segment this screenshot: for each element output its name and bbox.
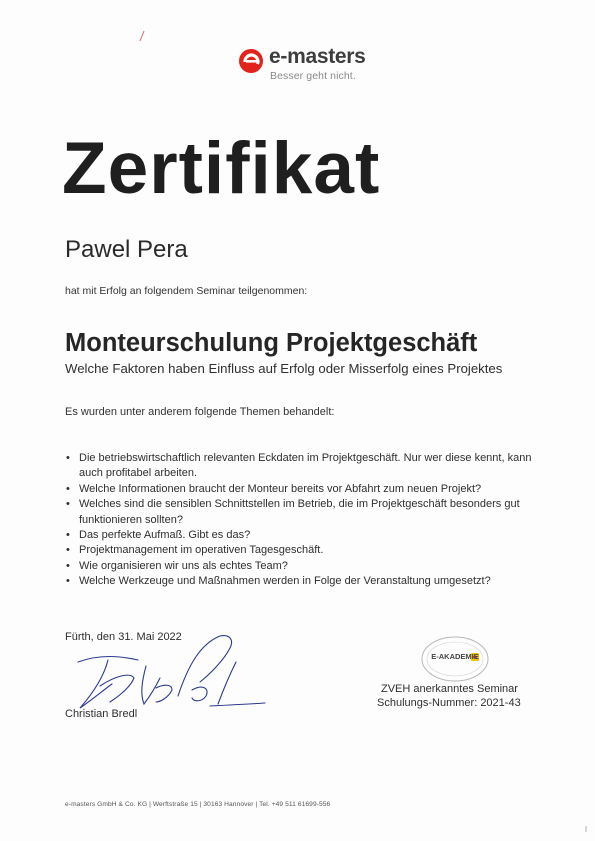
list-item	[65, 528, 550, 543]
list-item	[65, 497, 550, 528]
company-footer: e-masters GmbH & Co. KG | Werftstraße 15 | 30163 Hannover | Tel. +49 511 61699-556	[65, 801, 331, 808]
scan-mark	[584, 826, 588, 832]
e-akademie-seal	[420, 635, 490, 683]
bullet-icon: •	[66, 482, 70, 495]
logo-tagline: Besser geht nicht.	[270, 70, 356, 82]
list-item	[65, 559, 550, 574]
bullet-icon: •	[66, 498, 70, 511]
bullet-icon: •	[66, 529, 70, 542]
pen-mark	[138, 30, 146, 42]
bullet-icon: •	[66, 575, 70, 588]
topic-text: Wie organisieren wir uns als echtes Team?	[79, 559, 288, 572]
e-masters-logo	[238, 44, 378, 84]
signatory-name: Christian Bredl	[65, 708, 138, 720]
list-item	[65, 451, 550, 482]
place-date: Fürth, den 31. Mai 2022	[65, 631, 182, 643]
e-masters-logo-icon	[238, 48, 264, 74]
topic-text: Projektmanagement im operativen Tagesgeschäft.	[79, 544, 324, 557]
seal-label: E-AKADEMIE	[431, 652, 479, 661]
topic-text: Das perfekte Aufmaß. Gibt es das?	[79, 529, 251, 542]
topics-list	[65, 451, 550, 590]
training-number: Schulungs-Nummer: 2021-43	[377, 697, 521, 709]
list-item	[65, 543, 550, 558]
topic-text: Welche Informationen braucht der Monteur bereits vor Abfahrt zum neuen Projekt?	[79, 482, 482, 495]
seminar-title: Monteurschulung Projektgeschäft	[65, 329, 478, 357]
list-item	[65, 482, 550, 497]
zveh-recognition: ZVEH anerkanntes Seminar	[381, 683, 518, 695]
topics-intro: Es wurden unter anderem folgende Themen behandelt:	[65, 406, 335, 418]
list-item	[65, 574, 550, 589]
topic-text: Welches sind die sensiblen Schnittstellen im Betrieb, die im Projektgeschäft besonders gut funktionieren sollten?	[79, 498, 520, 526]
participation-statement: hat mit Erfolg an folgendem Seminar teilgenommen:	[65, 285, 308, 297]
certificate-title: Zertifikat	[62, 128, 381, 209]
topic-text: Welche Werkzeuge und Maßnahmen werden in Folge der Veranstaltung umgesetzt?	[79, 575, 491, 588]
seminar-subtitle: Welche Faktoren haben Einfluss auf Erfolg oder Misserfolg eines Projektes	[65, 361, 503, 376]
bullet-icon: •	[66, 559, 70, 572]
topic-text: Die betriebswirtschaftlich relevanten Eckdaten im Projektgeschäft. Nur wer diese kennt, kann auch profitabel arbeiten.	[79, 452, 532, 480]
recipient-name: Pawel Pera	[65, 236, 188, 263]
logo-wordmark: e-masters	[269, 45, 366, 68]
bullet-icon: •	[66, 452, 70, 464]
bullet-icon: •	[66, 544, 70, 557]
